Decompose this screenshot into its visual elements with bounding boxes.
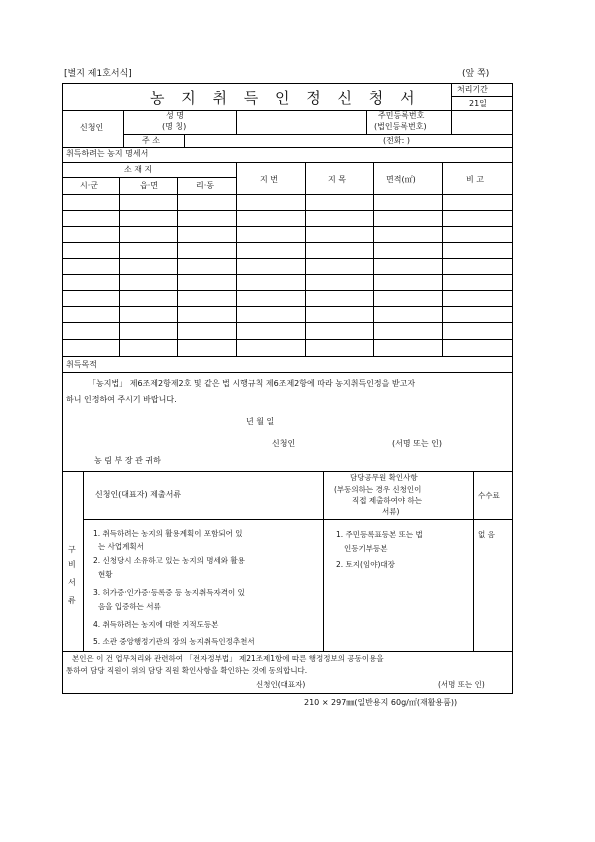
declaration-sign-note: (서명 또는 인) <box>392 439 442 448</box>
col-area: 면적(㎡) <box>386 175 416 184</box>
col-lot-number: 지 번 <box>260 175 278 184</box>
verify-item: 1. 주민등록표등본 또는 법 <box>336 530 423 539</box>
address-label: 주 소 <box>142 136 160 145</box>
submit-doc-item: 5. 소관 중앙행정기관의 장의 농지취득인정추천서 <box>93 637 255 646</box>
applicant-label: 신청인 <box>80 123 104 132</box>
purpose-field[interactable] <box>110 358 510 370</box>
documents-side-label-3: 서 <box>68 578 76 587</box>
consent-signer: 신청인(대표자) <box>256 680 306 689</box>
verify-item: 인등기부등본 <box>344 544 388 553</box>
id-number-label: 주민등록번호 <box>378 111 425 120</box>
submit-doc-item: 3. 허가증·인가증·등록증 등 농지취득자격이 있 <box>93 588 245 597</box>
purpose-label: 취득목적 <box>66 360 97 369</box>
table-row[interactable] <box>62 322 513 323</box>
table-row[interactable] <box>62 356 513 357</box>
submit-doc-item: 2. 신청당시 소유하고 있는 농지의 명세와 활용 <box>93 556 245 565</box>
table-row[interactable] <box>62 242 513 243</box>
table-row[interactable] <box>62 210 513 211</box>
name-field[interactable] <box>238 112 364 132</box>
declaration-date: 년 월 일 <box>246 417 275 426</box>
table-row[interactable] <box>62 306 513 307</box>
verify-header-3: 직접 제출하여야 하는 <box>352 496 422 505</box>
processing-period-label: 처리기간 <box>457 85 488 94</box>
submit-doc-item: 음을 입증하는 서류 <box>98 602 161 611</box>
id-number-field[interactable] <box>453 112 510 132</box>
declaration-signer: 신청인 <box>272 439 296 448</box>
submit-doc-item: 4. 취득하려는 농지에 대한 지적도등본 <box>93 620 219 629</box>
submit-doc-item: 현황 <box>98 570 113 579</box>
phone-label: (전화: ) <box>383 136 410 145</box>
verify-header-2: (부동의하는 경우 신청인이 <box>334 485 422 494</box>
submit-doc-item: 1. 취득하려는 농지의 활용계획이 포함되어 있 <box>93 529 243 538</box>
col-land-category: 지 목 <box>328 175 346 184</box>
table-row[interactable] <box>62 339 513 340</box>
documents-side-label-2: 비 <box>68 560 76 569</box>
consent-sign-note: (서명 또는 인) <box>438 680 485 689</box>
name-sublabel: (명 칭) <box>162 122 187 131</box>
consent-line-1: 본인은 이 건 업무처리와 관련하여 「전자정부법」 제21조제1항에 따른 행정정보의 공동이용을 <box>72 654 384 663</box>
corp-id-number-label: (법인등록번호) <box>374 122 427 131</box>
processing-period-value: 21일 <box>469 99 487 108</box>
farmland-section-label: 취득하려는 농지 명세서 <box>66 149 149 158</box>
submit-doc-item: 는 사업계획서 <box>98 542 144 551</box>
col-eupmyeon: 읍·면 <box>140 181 158 190</box>
table-row[interactable] <box>62 226 513 227</box>
table-row[interactable] <box>62 274 513 275</box>
documents-side-label-4: 류 <box>68 596 76 605</box>
submit-docs-header: 신청인(대표자) 제출서류 <box>95 490 182 499</box>
col-remarks: 비 고 <box>466 175 484 184</box>
address-field[interactable] <box>186 135 366 146</box>
fee-value: 없 음 <box>478 530 495 539</box>
paper-spec-footer: 210 × 297㎜(일반용지 60g/㎡(재활용품)) <box>304 698 458 707</box>
location-label: 소 재 지 <box>124 165 153 174</box>
form-title: 농 지 취 득 인 정 신 청 서 <box>150 89 421 107</box>
verify-item: 2. 토지(임야)대장 <box>336 560 395 569</box>
verify-header-4: 서류) <box>382 507 400 516</box>
page-side-label: (앞 쪽) <box>462 69 490 79</box>
col-ridong: 리·동 <box>196 181 214 190</box>
table-row[interactable] <box>62 290 513 291</box>
consent-line-2: 통하여 담당 직원이 위의 담당 직원 확인사항을 확인하는 것에 동의합니다. <box>66 666 308 675</box>
documents-side-label-1: 구 <box>68 545 76 554</box>
form-label: [별지 제1호서식] <box>64 69 132 79</box>
table-row[interactable] <box>62 258 513 259</box>
col-sigun: 시·군 <box>80 181 98 190</box>
fee-header: 수수료 <box>478 491 500 500</box>
name-label: 성 명 <box>166 111 184 120</box>
verify-header-1: 담당공무원 확인사항 <box>350 473 418 482</box>
addressee: 농 림 부 장 관 귀하 <box>94 456 161 465</box>
declaration-line-2: 하니 인정하여 주시기 바랍니다. <box>66 395 177 404</box>
declaration-line-1: 「농지법」 제6조제2항제2호 및 같은 법 시행규칙 제6조제2항에 따라 농지취득인정을 받고자 <box>88 379 416 388</box>
